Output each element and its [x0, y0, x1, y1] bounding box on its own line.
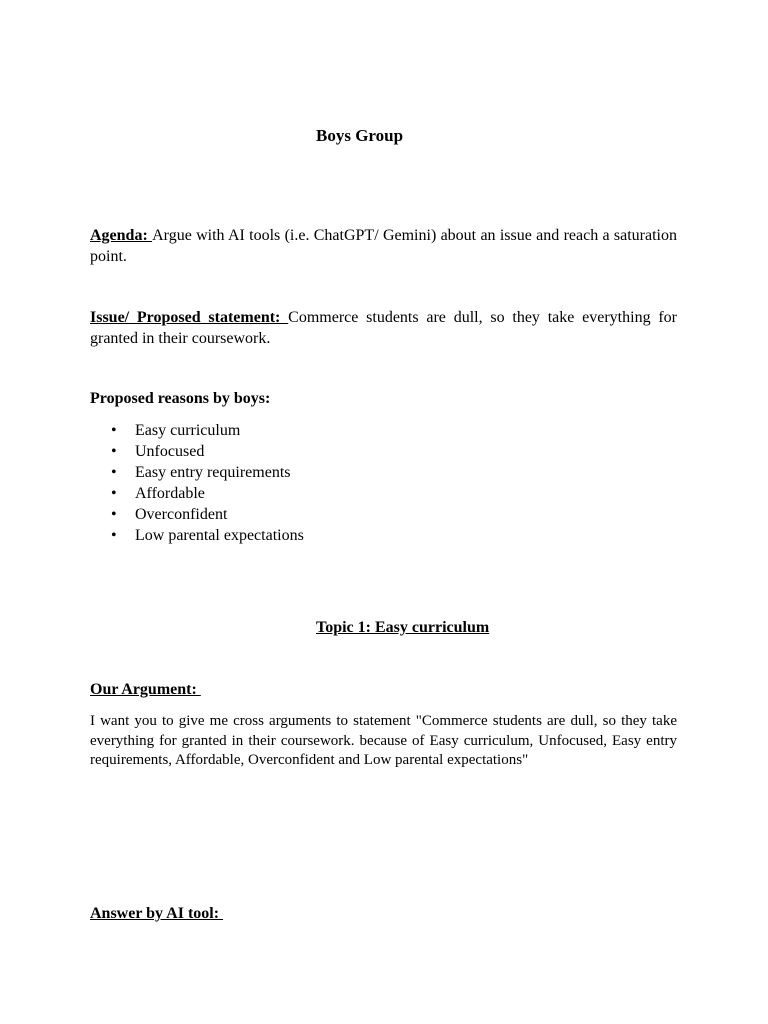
argument-heading: Our Argument:: [90, 681, 201, 698]
bullet-icon: •: [111, 464, 117, 481]
list-item: [90, 483, 304, 504]
issue-paragraph: [90, 307, 677, 349]
document-title: Boys Group: [316, 126, 404, 145]
bullet-icon: •: [111, 527, 117, 544]
bullet-icon: •: [111, 506, 117, 523]
bullet-icon: •: [111, 422, 117, 439]
answer-heading: Answer by AI tool:: [90, 905, 224, 922]
list-item-label: Overconfident: [135, 506, 228, 523]
argument-text: I want you to give me cross arguments to statement "Commerce students are dull, so they take everything for granted in their coursework. because of Easy curriculum, Unfocused, Easy entry requirements, Affordable, Overconfident and Low parental expectations": [90, 713, 677, 768]
reasons-heading: Proposed reasons by boys:: [90, 390, 271, 407]
agenda-text: Argue with AI tools (i.e. ChatGPT/ Gemini) about an issue and reach a saturation point.: [90, 227, 678, 265]
list-item-label: Affordable: [135, 485, 205, 502]
topic-heading: Topic 1: Easy curriculum: [316, 619, 490, 636]
list-item: [90, 420, 304, 441]
bullet-icon: •: [111, 443, 117, 460]
list-item-label: Unfocused: [135, 443, 205, 460]
issue-label: Issue/ Proposed statement:: [90, 309, 289, 326]
agenda-paragraph: [90, 225, 677, 267]
bullet-icon: •: [111, 485, 117, 502]
list-item-label: Easy curriculum: [135, 422, 241, 439]
list-item: [90, 462, 304, 483]
list-item-label: Easy entry requirements: [135, 464, 291, 481]
reasons-list: [90, 420, 304, 546]
list-item: [90, 441, 304, 462]
issue-text: Commerce students are dull, so they take everything for granted in their coursework.: [90, 309, 678, 347]
list-item-label: Low parental expectations: [135, 527, 304, 544]
agenda-label: Agenda:: [90, 227, 153, 244]
list-item: [90, 504, 304, 525]
list-item: [90, 525, 304, 546]
